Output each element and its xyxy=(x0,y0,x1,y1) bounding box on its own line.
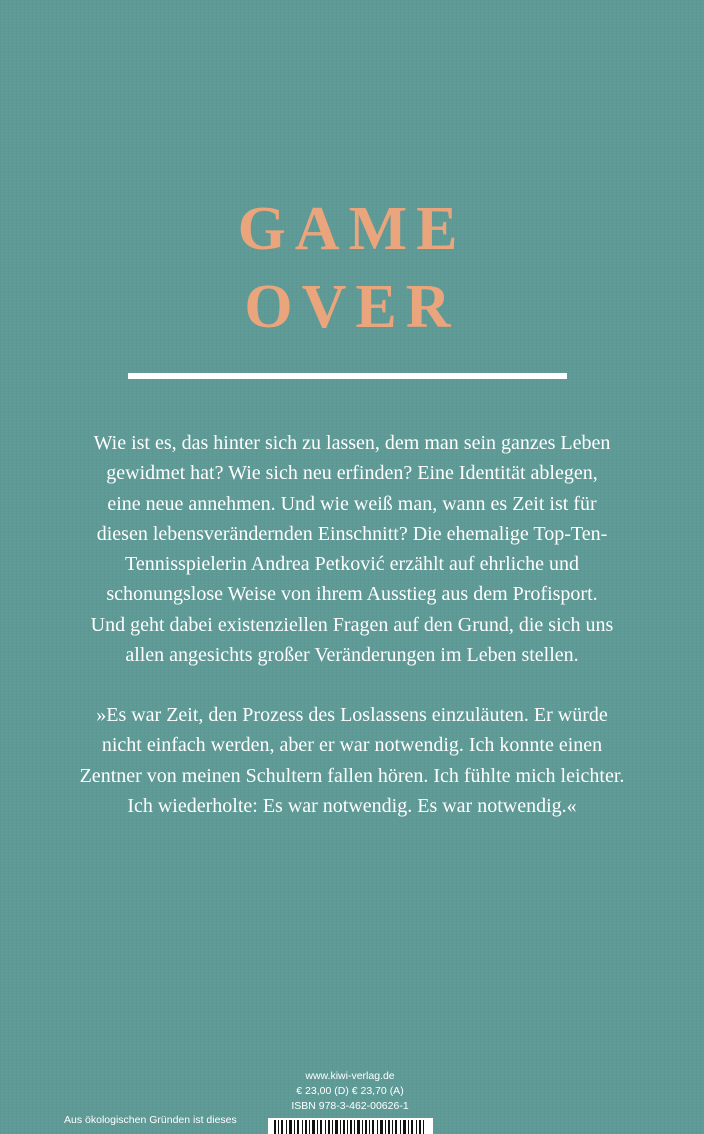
description-line: Wie ist es, das hinter sich zu lassen, dem man sein ganzes Leben xyxy=(93,432,611,454)
description-line: eine neue annehmen. Und wie weiß man, wann es Zeit ist für xyxy=(107,492,597,515)
isbn-barcode xyxy=(268,1118,433,1134)
description-line: Und geht dabei existenziellen Fragen auf den Grund, die sich uns xyxy=(90,613,614,636)
description-line: schonungslose Weise von ihrem Ausstieg aus dem Profisport. xyxy=(106,583,598,606)
book-description xyxy=(40,428,664,670)
quote-line: Zentner von meinen Schultern fallen hören. Ich fühlte mich leichter. xyxy=(79,764,625,787)
price-label: € 23,00 (D) € 23,70 (A) xyxy=(296,1085,404,1097)
description-line: diesen lebensverändernden Einschnitt? Die ehemalige Top-Ten- xyxy=(96,522,608,545)
description-line: gewidmet hat? Wie sich neu erfinden? Eine Identität ablegen, xyxy=(106,462,598,485)
barcode-graphic xyxy=(268,1118,433,1134)
eco-note: Aus ökologischen Gründen ist dieses xyxy=(64,1114,237,1126)
quote-line: nicht einfach werden, aber er war notwendig. Ich konnte einen xyxy=(101,734,603,757)
title-line-2: OVER xyxy=(244,273,460,341)
book-quote xyxy=(30,700,674,821)
description-line: Tennisspielerin Andrea Petković erzählt auf ehrliche und xyxy=(125,553,579,576)
title-divider xyxy=(128,373,567,379)
quote-line: »Es war Zeit, den Prozess des Loslassens einzuläuten. Er würde xyxy=(96,704,608,726)
title-line-1: GAME xyxy=(237,195,467,263)
isbn-label: ISBN 978-3-462-00626-1 xyxy=(291,1100,409,1112)
quote-line: Ich wiederholte: Es war notwendig. Es war notwendig.« xyxy=(127,794,577,817)
description-line: allen angesichts großer Veränderungen im Leben stellen. xyxy=(125,644,579,667)
publisher-info xyxy=(260,1069,440,1114)
publisher-website: www.kiwi-verlag.de xyxy=(305,1070,395,1082)
